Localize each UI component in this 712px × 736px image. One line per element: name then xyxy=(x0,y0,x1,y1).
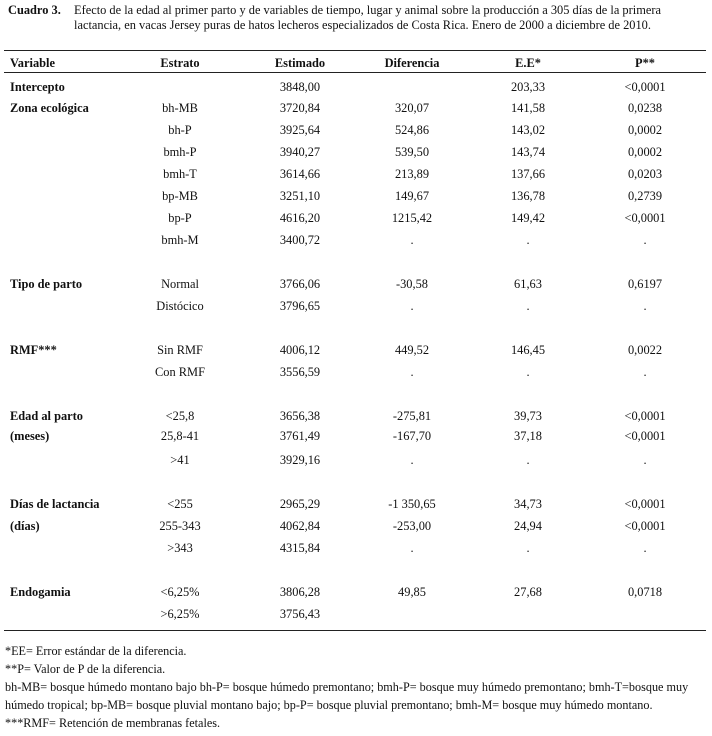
cell-ee: 34,73 xyxy=(514,497,542,511)
cell-estimado: 4616,20 xyxy=(279,211,321,225)
cell-estrato: bp-P xyxy=(168,211,192,225)
cell-estrato: <6,25% xyxy=(160,585,200,599)
cell-diferencia: . xyxy=(410,541,414,555)
cell-estimado: 4062,84 xyxy=(279,519,321,533)
header-diferencia: Diferencia xyxy=(384,56,440,70)
cell-estimado: 3761,49 xyxy=(279,429,321,443)
cell-p: 0,2739 xyxy=(627,189,663,203)
cell-ee: . xyxy=(526,299,530,313)
cell-estrato: 255-343 xyxy=(159,519,201,533)
footnote: **P= Valor de P de la diferencia. xyxy=(5,662,166,676)
cell-estimado: 3806,28 xyxy=(279,585,321,599)
cell-estrato: >343 xyxy=(167,541,193,555)
header-estimado: Estimado xyxy=(274,56,326,70)
cell-estimado: 4315,84 xyxy=(279,541,321,555)
cell-estrato: bh-MB xyxy=(162,101,198,115)
cell-p: 0,0718 xyxy=(627,585,663,599)
cell-diferencia: . xyxy=(410,299,414,313)
cell-estimado: 3556,59 xyxy=(279,365,321,379)
cell-p: <0,0001 xyxy=(624,80,666,94)
header-ee: E.E* xyxy=(515,56,541,70)
cell-p: . xyxy=(643,299,647,313)
cell-ee: 137,66 xyxy=(510,167,546,181)
cell-ee: 136,78 xyxy=(510,189,546,203)
header-variable: Variable xyxy=(10,56,55,70)
cell-estrato: >6,25% xyxy=(160,607,200,621)
cell-estrato: Normal xyxy=(161,277,199,291)
header-estrato: Estrato xyxy=(160,56,200,70)
cell-ee: 39,73 xyxy=(514,409,542,423)
cell-p: 0,0022 xyxy=(627,343,663,357)
cell-estimado: 2965,29 xyxy=(279,497,321,511)
cell-diferencia: 49,85 xyxy=(398,585,426,599)
cell-estrato: Con RMF xyxy=(155,365,205,379)
cell-estrato: Sin RMF xyxy=(157,343,203,357)
cell-ee: . xyxy=(526,541,530,555)
cell-diferencia: 539,50 xyxy=(394,145,430,159)
cell-ee: . xyxy=(526,365,530,379)
cell-ee: 24,94 xyxy=(514,519,542,533)
cell-ee: 143,74 xyxy=(510,145,546,159)
cell-diferencia: 149,67 xyxy=(394,189,430,203)
cell-variable: (meses) xyxy=(10,429,50,443)
caption-label: Cuadro 3. xyxy=(8,3,61,17)
cell-variable: RMF*** xyxy=(10,343,57,357)
cell-estrato: bh-P xyxy=(168,123,192,137)
cell-ee: 61,63 xyxy=(514,277,542,291)
footnote: bh-MB= bosque húmedo montano bajo bh-P= bosque húmedo premontano; bmh-P= bosque muy húmedo premontano; bmh-T=bosque muy húmedo tropical; bp-MB= bosque pluvial montano bajo; bp-P= bosque pluvial premontano; bmh-M= bosque muy húmedo montano. xyxy=(5,680,689,712)
cell-ee: 27,68 xyxy=(514,585,542,599)
cell-estimado: 3925,64 xyxy=(279,123,321,137)
cell-p: . xyxy=(643,541,647,555)
cell-estrato: <255 xyxy=(167,497,193,511)
cell-ee: 203,33 xyxy=(510,80,546,94)
bottom-rule xyxy=(4,630,706,631)
cell-variable: (días) xyxy=(10,519,40,533)
footnote: ***RMF= Retención de membranas fetales. xyxy=(5,716,221,730)
cell-diferencia: -253,00 xyxy=(392,519,432,533)
cell-diferencia: 449,52 xyxy=(394,343,430,357)
cell-diferencia: 524,86 xyxy=(394,123,430,137)
cell-variable: Zona ecológica xyxy=(10,101,89,115)
header-p: P** xyxy=(635,56,655,70)
cell-estimado: 3251,10 xyxy=(279,189,321,203)
cell-diferencia: 213,89 xyxy=(394,167,430,181)
cell-estrato: <25,8 xyxy=(165,409,195,423)
cell-estrato: bp-MB xyxy=(162,189,198,203)
cell-estimado: 3929,16 xyxy=(279,453,321,467)
cell-ee: . xyxy=(526,233,530,247)
cell-ee: 143,02 xyxy=(510,123,546,137)
cell-estimado: 3940,27 xyxy=(279,145,321,159)
cell-variable: Endogamia xyxy=(10,585,71,599)
caption-text: Efecto de la edad al primer parto y de variables de tiempo, lugar y animal sobre la producción a 305 días de la primera lactancia, en vacas Jersey puras de hatos lecheros especializados de Costa Rica. Enero de 2000 a diciembre de 2010. xyxy=(74,3,661,32)
cell-diferencia: -1 350,65 xyxy=(388,497,436,511)
cell-estrato: bmh-P xyxy=(163,145,197,159)
cell-diferencia: -167,70 xyxy=(392,429,432,443)
top-rule xyxy=(4,50,706,51)
cell-p: <0,0001 xyxy=(624,519,666,533)
cell-estimado: 3766,06 xyxy=(279,277,321,291)
cell-diferencia: 1215,42 xyxy=(391,211,433,225)
cell-p: 0,0002 xyxy=(627,123,663,137)
cell-diferencia: -30,58 xyxy=(395,277,428,291)
cell-diferencia: . xyxy=(410,233,414,247)
cell-estimado: 3848,00 xyxy=(279,80,321,94)
cell-estrato: bmh-M xyxy=(161,233,199,247)
cell-estrato: 25,8-41 xyxy=(160,429,200,443)
cell-estimado: 3400,72 xyxy=(279,233,321,247)
cell-diferencia: -275,81 xyxy=(392,409,432,423)
cell-p: 0,0203 xyxy=(627,167,663,181)
cell-estimado: 3720,84 xyxy=(279,101,321,115)
cell-diferencia: . xyxy=(410,365,414,379)
cell-variable: Días de lactancia xyxy=(10,497,100,511)
cell-variable: Edad al parto xyxy=(10,409,83,423)
cell-variable: Tipo de parto xyxy=(10,277,83,291)
cell-ee: 141,58 xyxy=(510,101,546,115)
cell-diferencia: . xyxy=(410,453,414,467)
cell-ee: 149,42 xyxy=(510,211,546,225)
cell-estimado: 3614,66 xyxy=(279,167,321,181)
cell-p: . xyxy=(643,453,647,467)
cell-diferencia: 320,07 xyxy=(394,101,430,115)
cell-p: <0,0001 xyxy=(624,429,666,443)
cell-ee: . xyxy=(526,453,530,467)
footnote: *EE= Error estándar de la diferencia. xyxy=(5,644,187,658)
cell-p: 0,0002 xyxy=(627,145,663,159)
cell-p: <0,0001 xyxy=(624,497,666,511)
cell-p: <0,0001 xyxy=(624,409,666,423)
cell-p: 0,6197 xyxy=(627,277,663,291)
header-rule xyxy=(4,72,706,73)
cell-ee: 146,45 xyxy=(510,343,546,357)
cell-estrato: Distócico xyxy=(156,299,204,313)
cell-variable: Intercepto xyxy=(10,80,65,94)
cell-estimado: 3796,65 xyxy=(279,299,321,313)
cell-p: . xyxy=(643,233,647,247)
table-caption xyxy=(8,3,704,33)
footnotes xyxy=(5,642,707,732)
cell-ee: 37,18 xyxy=(514,429,542,443)
cell-p: <0,0001 xyxy=(624,211,666,225)
cell-estimado: 3756,43 xyxy=(279,607,321,621)
cell-estrato: bmh-T xyxy=(163,167,197,181)
cell-estimado: 3656,38 xyxy=(279,409,321,423)
cell-p: 0,0238 xyxy=(627,101,663,115)
cell-estrato: >41 xyxy=(170,453,190,467)
cell-estimado: 4006,12 xyxy=(279,343,321,357)
cell-p: . xyxy=(643,365,647,379)
